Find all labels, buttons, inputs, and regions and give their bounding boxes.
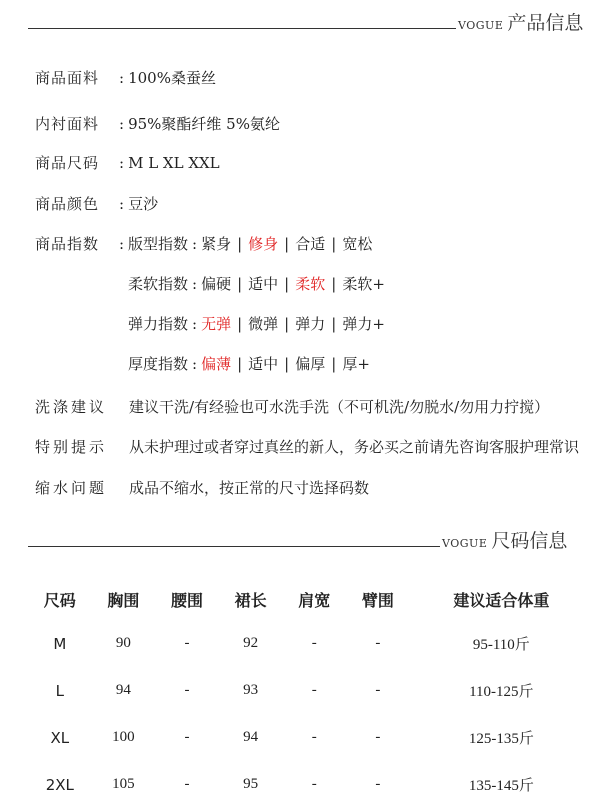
section-divider-size bbox=[28, 546, 440, 547]
section-title: 产品信息 bbox=[507, 12, 584, 34]
field-label: 商品面料 bbox=[35, 69, 100, 87]
index-option: 适中 bbox=[248, 275, 279, 293]
size-header-cell: 腰围 bbox=[171, 590, 204, 610]
index-row: 版型指数 : 紧身 | 修身 | 合适 | 宽松 bbox=[128, 235, 373, 253]
size-row bbox=[28, 667, 593, 714]
option-separator: | bbox=[331, 275, 337, 293]
size-value-cell: - bbox=[184, 729, 190, 745]
size-label-cell: M bbox=[53, 634, 67, 653]
size-value-cell: - bbox=[184, 776, 190, 792]
index-name: 厚度指数 bbox=[128, 355, 189, 373]
index-name: 版型指数 bbox=[128, 235, 189, 253]
field-row: 商品颜色 : 豆沙 bbox=[35, 195, 159, 213]
note-row bbox=[35, 396, 549, 417]
size-value-cell: 135-145斤 bbox=[468, 778, 534, 794]
index-option-selected: 无弹 bbox=[201, 315, 232, 333]
index-option: 厚+ bbox=[342, 355, 370, 373]
size-value-cell: - bbox=[311, 729, 317, 745]
size-value-cell: 94 bbox=[243, 729, 259, 745]
size-value-cell: - bbox=[375, 776, 381, 792]
field-value: M L XL XXL bbox=[128, 154, 220, 172]
index-option-selected: 柔软 bbox=[295, 275, 326, 293]
note-label: 特别提示 bbox=[35, 438, 108, 456]
note-value: 成品不缩水，按正常的尺寸选择码数 bbox=[129, 479, 370, 497]
size-table bbox=[28, 578, 593, 808]
index-option: 偏厚 bbox=[295, 355, 326, 373]
field-value: 95%聚酯纤维 5%氨纶 bbox=[128, 115, 280, 133]
size-label-cell: XL bbox=[50, 728, 70, 747]
option-separator: | bbox=[284, 235, 290, 253]
note-value: 从未护理过或者穿过真丝的新人，务必买之前请先咨询客服护理常识 bbox=[129, 438, 580, 456]
option-separator: | bbox=[237, 355, 243, 373]
size-info-heading bbox=[442, 526, 567, 553]
index-option: 柔软+ bbox=[342, 275, 385, 293]
index-option: 适中 bbox=[248, 355, 279, 373]
size-table-body bbox=[28, 620, 593, 808]
index-option-selected: 偏薄 bbox=[201, 355, 232, 373]
size-header-cell: 胸围 bbox=[107, 590, 140, 610]
index-option: 宽松 bbox=[342, 235, 373, 253]
option-separator: | bbox=[237, 315, 243, 333]
note-label: 缩水问题 bbox=[35, 479, 108, 497]
index-name: 柔软指数 bbox=[128, 275, 189, 293]
size-row bbox=[28, 620, 593, 667]
size-value-cell: - bbox=[184, 682, 190, 698]
option-separator: | bbox=[331, 355, 337, 373]
index-option-selected: 修身 bbox=[248, 235, 279, 253]
size-value-cell: 125-135斤 bbox=[468, 731, 534, 747]
index-option: 紧身 bbox=[201, 235, 232, 253]
field-row: 内衬面料 : 95%聚酯纤维 5%氨纶 bbox=[35, 115, 280, 133]
field-value: 100%桑蚕丝 bbox=[128, 69, 216, 87]
index-row: 弹力指数 : 无弹 | 微弹 | 弹力 | 弹力+ bbox=[128, 315, 385, 333]
size-value-cell: - bbox=[375, 635, 381, 651]
option-separator: | bbox=[284, 355, 290, 373]
size-header-cell: 建议适合体重 bbox=[453, 590, 550, 610]
brand-label: VOGUE bbox=[458, 19, 504, 32]
size-value-cell: 93 bbox=[243, 682, 259, 698]
option-separator: | bbox=[237, 235, 243, 253]
field-row: 商品面料 : 100%桑蚕丝 bbox=[35, 69, 216, 87]
size-value-cell: 105 bbox=[112, 776, 135, 792]
option-separator: | bbox=[284, 315, 290, 333]
index-label: 商品指数 bbox=[35, 235, 100, 253]
size-value-cell: 110-125斤 bbox=[469, 684, 534, 700]
size-value-cell: - bbox=[311, 682, 317, 698]
field-row: 商品尺码 : M L XL XXL bbox=[35, 154, 220, 172]
note-label: 洗涤建议 bbox=[35, 398, 108, 416]
index-row: 柔软指数 : 偏硬 | 适中 | 柔软 | 柔软+ bbox=[128, 275, 385, 293]
size-header-cell: 裙长 bbox=[234, 590, 267, 610]
index-option: 偏硬 bbox=[201, 275, 232, 293]
size-value-cell: - bbox=[184, 635, 190, 651]
size-label-cell: 2XL bbox=[45, 775, 74, 794]
product-info-heading bbox=[458, 8, 583, 35]
index-name: 弹力指数 bbox=[128, 315, 189, 333]
size-value-cell: - bbox=[375, 729, 381, 745]
size-value-cell: - bbox=[375, 682, 381, 698]
index-row: 厚度指数 : 偏薄 | 适中 | 偏厚 | 厚+ bbox=[128, 355, 370, 373]
size-value-cell: 100 bbox=[112, 729, 135, 745]
option-separator: | bbox=[284, 275, 290, 293]
size-row bbox=[28, 761, 593, 808]
note-row bbox=[35, 477, 369, 498]
field-label: 内衬面料 bbox=[35, 115, 100, 133]
size-table-header bbox=[28, 578, 593, 620]
size-value-cell: - bbox=[311, 776, 317, 792]
section-title: 尺码信息 bbox=[491, 530, 568, 552]
index-option: 弹力 bbox=[295, 315, 326, 333]
note-row bbox=[35, 436, 579, 457]
size-value-cell: 94 bbox=[115, 682, 131, 698]
size-header-cell: 臂围 bbox=[361, 590, 394, 610]
section-divider-top bbox=[28, 28, 456, 29]
note-value: 建议干洗/有经验也可水洗手洗（不可机洗/勿脱水/勿用力拧搅） bbox=[129, 398, 550, 416]
size-row bbox=[28, 714, 593, 761]
size-header-cell: 尺码 bbox=[43, 590, 76, 610]
field-value: 豆沙 bbox=[128, 195, 159, 213]
index-option: 合适 bbox=[295, 235, 326, 253]
index-option: 微弹 bbox=[248, 315, 279, 333]
size-value-cell: 95-110斤 bbox=[472, 637, 530, 653]
index-row-label: 商品指数 : bbox=[35, 235, 125, 253]
size-value-cell: 90 bbox=[115, 635, 131, 651]
brand-label: VOGUE bbox=[442, 537, 488, 550]
field-label: 商品颜色 bbox=[35, 195, 100, 213]
index-option: 弹力+ bbox=[342, 315, 385, 333]
size-value-cell: 95 bbox=[243, 776, 259, 792]
option-separator: | bbox=[331, 315, 337, 333]
option-separator: | bbox=[237, 275, 243, 293]
field-label: 商品尺码 bbox=[35, 154, 100, 172]
size-header-cell: 肩宽 bbox=[298, 590, 331, 610]
size-value-cell: 92 bbox=[243, 635, 259, 651]
size-value-cell: - bbox=[311, 635, 317, 651]
size-label-cell: L bbox=[55, 681, 64, 700]
option-separator: | bbox=[331, 235, 337, 253]
